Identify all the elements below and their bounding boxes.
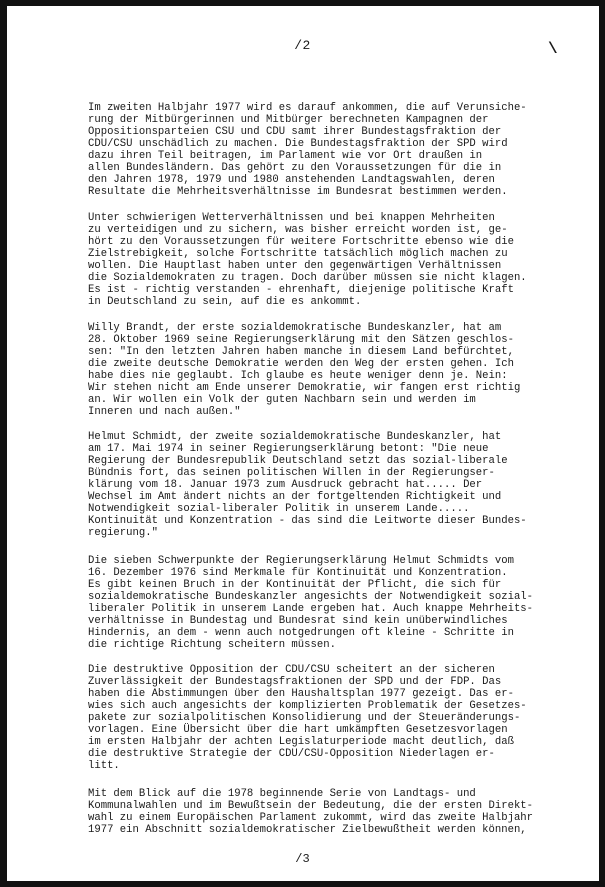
paragraph-7: Mit dem Blick auf die 1978 beginnende Serie von Landtags- und Kommunalwahlen und im Bewußtsein der Bedeutung, die der ersten Direkt- wahl zu einem Europäischen Parlament zukommt, wird das zweite Halbjahr 1977 ein Abschnitt sozialdemokratischer Zielbewußtheit werden können, <box>88 788 534 836</box>
scan-border-top <box>0 0 605 6</box>
paragraph-6: Die destruktive Opposition der CDU/CSU scheitert an der sicheren Zuverlässigkeit der Bundestagsfraktionen der SPD und der FDP. Das haben die Abstimmungen über den Haushaltsplan 1977 gezeigt. Das er- wies sich auch angesichts der komplizierten Problematik der Gesetzes- pakete zur sozialpolitischen Konsolidierung und der Steueränderungs- vorlagen. Eine Übersicht über die hart umkämpften Gesetzesvorlagen im ersten Halbjahr der achten Legislaturperiode macht deutlich, daß die destruktive Strategie der CDU/CSU-Opposition Niederlagen er- litt. <box>88 664 527 772</box>
scan-border-bottom <box>0 881 605 887</box>
body-text <box>88 102 576 836</box>
paragraph-2: Unter schwierigen Wetterverhältnissen und bei knappen Mehrheiten zu verteidigen und zu sichern, was bisher erreicht worden ist, ge- hört zu den Voraussetzungen für weitere Fortschritte ebenso wie die Zielstrebigkeit, solche Fortschritte tatsächlich möglich machen zu wollen. Die Hauptlast haben unter den gegenwärtigen Verhältnissen die Sozialdemokraten zu tragen. Doch darüber müssen sie nicht klagen. Es ist - richtig verstanden - ehrenhaft, diejenige politische Kraft in Deutschland zu sein, auf die es ankommt. <box>88 212 527 308</box>
next-page-number: /3 <box>295 852 310 866</box>
scan-border-left <box>0 0 7 887</box>
page-number: /2 <box>294 38 311 53</box>
paragraph-4: Helmut Schmidt, der zweite sozialdemokratische Bundeskanzler, hat am 17. Mai 1974 in seiner Regierungserklärung betont: "Die neue Regierung der Bundesrepublik Deutschland setzt das sozial-liberale Bündnis fort, das seinen politischen Willen in der Regierungser- klärung vom 18. Januar 1973 zum Ausdruck gebracht hat..... Der Wechsel im Amt ändert nichts an der fortgeltenden Richtigkeit und Notwendigkeit sozial-liberaler Politik in unserem Lande..... Kontinuität und Konzentration - das sind die Leitworte dieser Bundes- regierung." <box>88 431 527 539</box>
paragraph-3: Willy Brandt, der erste sozialdemokratische Bundeskanzler, hat am 28. Oktober 1969 seine Regierungserklärung mit den Sätzen geschlos- sen: "In den letzten Jahren haben manche in diesem Land befürchtet, die zweite deutsche Demokratie werden den Weg der ersten gehen. Ich habe dies nie geglaubt. Ich glaube es heute weniger denn je. Nein: Wir stehen nicht am Ende unserer Demokratie, wir fangen erst richtig an. Wir wollen ein Volk der guten Nachbarn sein und werden im Inneren und nach außen." <box>88 322 521 418</box>
corner-mark: \ <box>548 40 558 58</box>
paragraph-5: Die sieben Schwerpunkte der Regierungserklärung Helmut Schmidts vom 16. Dezember 1976 sind Merkmale für Kontinuität und Konzentration. Es gibt keinen Bruch in der Kontinuität der Pflicht, die sich für sozialdemokratische Bundeskanzler angesichts der Notwendigkeit sozial- liberaler Politik in unserem Lande ergeben hat. Auch knappe Mehrheits- verhältnisse in Bundestag und Bundesrat sind kein unüberwindliches Hindernis, an dem - wenn auch notgedrungen oft kleine - Schritte in die richtige Richtung scheitern müssen. <box>88 555 534 651</box>
scan-border-right <box>599 0 605 887</box>
paragraph-1: Im zweiten Halbjahr 1977 wird es darauf ankommen, die auf Verunsiche- rung der Mitbürgerinnen und Mitbürger berechneten Kampagnen der Oppositionsparteien CSU und CDU samt ihrer Bundestagsfraktion der CDU/CSU unschädlich zu machen. Die Bundestagsfraktion der SPD wird dazu ihren Teil beitragen, im Parlament wie vor Ort draußen in allen Bundesländern. Das gehört zu den Voraussetzungen für die in den Jahren 1978, 1979 und 1980 anstehenden Landtagswahlen, deren Resultate die Mehrheitsverhältnisse im Bundesrat bestimmen werden. <box>88 102 527 198</box>
